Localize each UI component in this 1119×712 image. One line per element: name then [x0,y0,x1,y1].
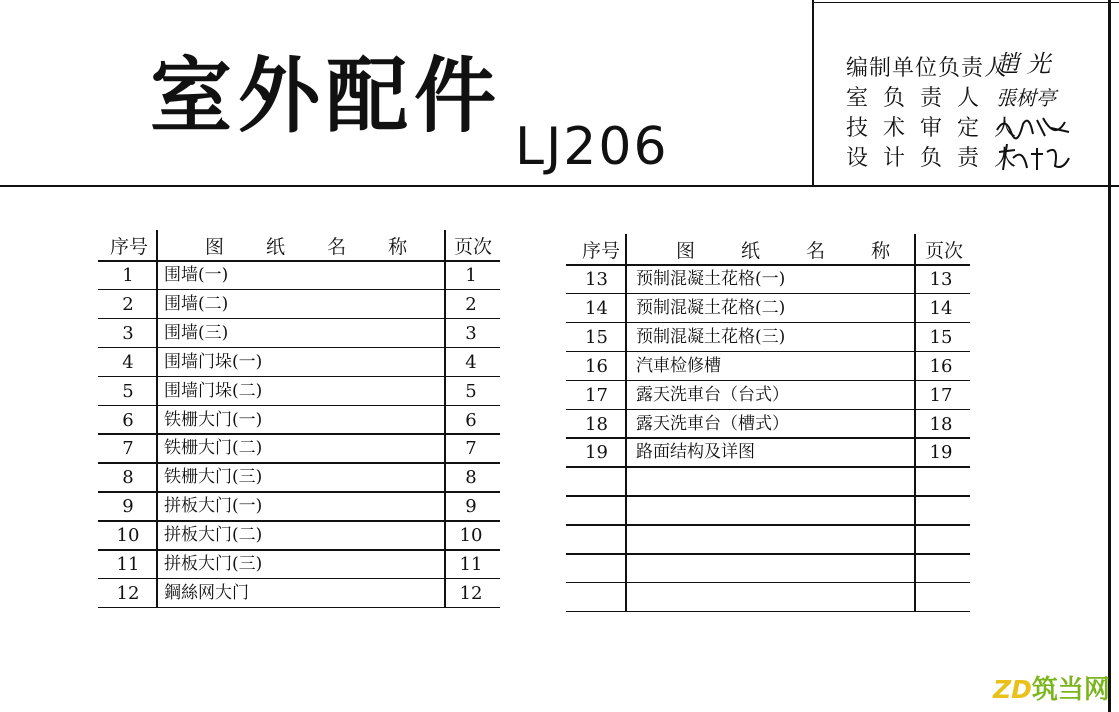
row-drawing-name: 鋼絲网大门 [164,582,249,603]
row-page: 9 [465,496,477,518]
row-page: 10 [459,525,483,547]
table-header-name: 图 纸 名 称 [676,240,911,262]
row-divider [566,524,970,526]
row-page: 2 [465,293,477,315]
row-drawing-name: 围墙门垛(一) [164,351,263,372]
row-drawing-name: 拼板大门(一) [164,496,263,517]
document-title: 室外配件 [150,49,503,144]
row-page: 7 [465,438,477,460]
row-drawing-name: 路面结构及详图 [636,442,755,463]
row-index: 1 [122,265,134,286]
header-divider [812,0,814,186]
row-drawing-name: 露天洗車台（槽式） [636,413,789,434]
row-drawing-name: 铁栅大门(三) [164,467,263,488]
row-drawing-name: 拼板大门(三) [164,554,263,574]
header-top-right-border [812,2,1119,3]
row-drawing-name: 铁栅大门(一) [164,409,263,430]
row-divider [566,495,970,497]
row-page: 15 [929,326,953,348]
row-index: 5 [122,380,134,402]
column-divider [625,234,627,612]
watermark-text: 筑当网 [1031,675,1110,705]
row-divider [566,466,970,468]
row-index: 19 [585,442,608,464]
table-header-name: 图 纸 名 称 [205,236,426,258]
signature-name-2: 張树亭 [996,86,1056,110]
row-page: 3 [465,322,477,344]
row-page: 4 [465,351,477,373]
row-index: 6 [122,409,134,431]
table-header-index: 序号 [110,236,149,258]
table-header-page: 页次 [454,236,493,258]
row-index: 11 [116,554,140,575]
signature-name-1: 趙 光 [995,50,1051,78]
row-divider [566,611,970,613]
row-drawing-name: 围墙(三) [164,322,229,343]
handwritten-signature-3 [993,110,1073,142]
watermark-logo: ZD [993,675,1032,704]
header-bottom-border [0,185,1119,187]
row-index: 3 [122,322,134,344]
row-drawing-name: 预制混凝土花格(三) [636,326,786,347]
signature-role-3: 技 术 审 定 人 [846,116,1020,141]
row-index: 12 [116,582,140,604]
row-index: 4 [122,351,134,373]
row-page: 18 [929,413,953,435]
row-page: 11 [459,554,483,575]
table-header-page: 页次 [925,240,964,262]
handwritten-signature-4 [993,140,1073,174]
row-drawing-name: 围墙(二) [164,293,229,314]
row-page: 8 [465,467,477,489]
row-page: 14 [929,297,953,319]
site-watermark [993,672,1110,708]
row-drawing-name: 围墙门垛(二) [164,380,263,401]
row-page: 5 [465,380,477,402]
row-index: 8 [122,467,134,489]
row-drawing-name: 铁栅大门(二) [164,438,263,459]
row-page: 1 [465,265,477,286]
row-drawing-name: 围墙(一) [164,265,229,285]
row-index: 18 [585,413,608,435]
page-right-border [1108,0,1111,712]
row-index: 16 [585,355,608,377]
table-header-index: 序号 [582,240,621,262]
row-page: 19 [929,442,953,464]
row-drawing-name: 拼板大门(二) [164,525,263,546]
row-page: 6 [465,409,477,431]
row-index: 7 [122,438,134,460]
row-page: 13 [929,269,953,290]
column-divider [156,230,158,608]
signature-role-4: 设 计 负 责 人 [846,146,1020,171]
row-index: 13 [585,269,608,290]
row-index: 15 [585,326,608,348]
row-drawing-name: 露天洗車台（台式） [636,384,789,405]
signature-role-2: 室 负 责 人 [846,86,983,111]
row-index: 14 [585,297,608,319]
row-drawing-name: 预制混凝土花格(一) [636,269,786,289]
row-divider [566,582,970,584]
row-index: 17 [585,384,608,406]
row-page: 17 [929,384,953,406]
signature-role-1: 编制单位负责人 [846,56,1008,81]
row-drawing-name: 汽車检修槽 [636,355,721,376]
row-divider [98,607,500,609]
row-drawing-name: 预制混凝土花格(二) [636,297,786,318]
row-index: 9 [122,496,134,518]
row-divider [566,553,970,555]
row-index: 2 [122,293,134,315]
document-code: LJ206 [515,117,669,177]
row-index: 10 [116,525,140,547]
row-page: 16 [929,355,953,377]
row-page: 12 [459,582,483,604]
